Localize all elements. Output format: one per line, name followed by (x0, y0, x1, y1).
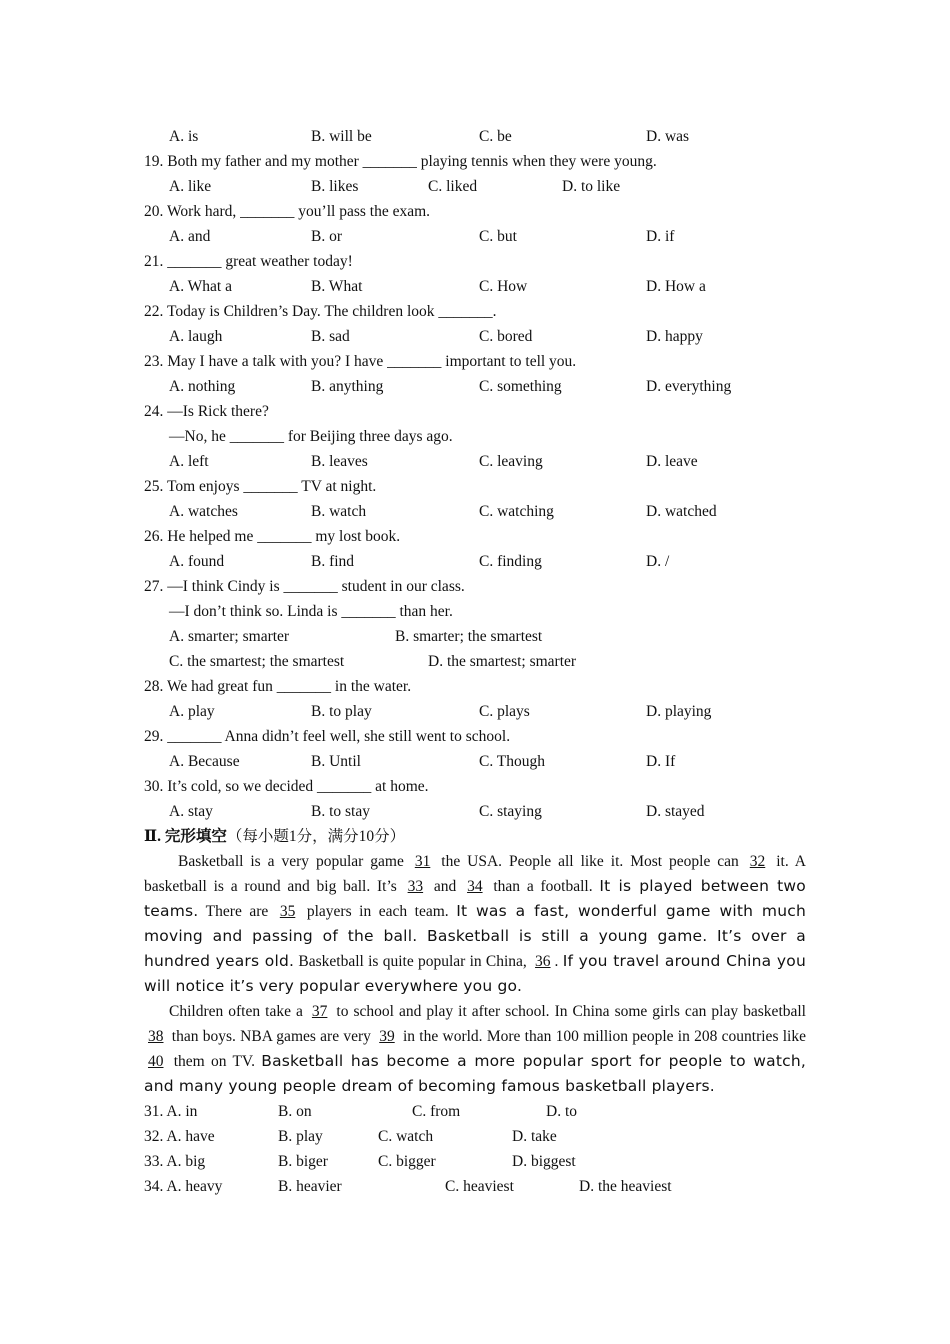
option-a: A. found (169, 553, 225, 570)
option-a: A. What a (169, 278, 232, 295)
question-options (144, 624, 806, 649)
passage-paragraph-1 (144, 849, 806, 999)
question-options (144, 224, 806, 249)
blank-37: 37 (311, 1003, 328, 1020)
option-a: 32. A. have (144, 1128, 215, 1145)
question-options (144, 374, 806, 399)
question-options (144, 449, 806, 474)
option-a: 31. A. in (144, 1103, 198, 1120)
option-c: C. finding (479, 553, 542, 570)
question-stem: 21. _______ great weather today! (144, 253, 353, 270)
blank-32: 32 (749, 853, 766, 870)
question-stem: 22. Today is Children’s Day. The children look _______. (144, 303, 497, 320)
passage-text: and (427, 878, 464, 895)
passage-text: There are (198, 903, 276, 920)
option-a: A. and (169, 228, 211, 245)
option-b: B. watch (311, 503, 367, 520)
passage-text-sans: If you travel around China you will notice it’s very popular everywhere you go. (144, 952, 806, 995)
blank-33: 33 (407, 878, 424, 895)
option-c: C. Though (479, 753, 546, 770)
option-d: D. if (646, 228, 675, 245)
question-stem: 28. We had great fun _______ in the water. (144, 678, 412, 695)
blank-40: 40 (148, 1053, 164, 1070)
option-a: A. stay (169, 803, 213, 820)
option-d: D. leave (646, 453, 698, 470)
option-d: D. How a (646, 278, 706, 295)
passage-text-sans: It was a fast, wonderful game with much moving and passing of the ball. Basketball is still a young game. It’s over a hundred years old. (144, 902, 806, 970)
blank-38: 38 (148, 1028, 164, 1045)
option-c: C. be (479, 128, 512, 145)
option-b: B. to stay (311, 803, 370, 820)
blank-36: 36 (535, 953, 551, 970)
option-d: D. happy (646, 328, 703, 345)
option-c: C. watch (378, 1128, 434, 1145)
question-options (144, 324, 806, 349)
question-stem-reply: —I don’t think so. Linda is _______ than her. (169, 603, 453, 620)
blank-39: 39 (379, 1028, 395, 1045)
passage-text: than boys. NBA games are very (167, 1028, 376, 1045)
option-c: C. plays (479, 703, 530, 720)
option-c: C. something (479, 378, 562, 395)
question-stem: 29. _______ Anna didn’t feel well, she still went to school. (144, 728, 511, 745)
option-c: C. liked (428, 178, 478, 195)
option-b: B. biger (278, 1153, 328, 1170)
question-options (144, 499, 806, 524)
option-d: D. everything (646, 378, 732, 395)
option-c: C. staying (479, 803, 542, 820)
option-a: A. laugh (169, 328, 223, 345)
passage-text: the USA. People all like it. Most people can (434, 853, 746, 870)
question-stem-reply: —No, he _______ for Beijing three days ago. (169, 428, 453, 445)
blank-35: 35 (279, 903, 296, 920)
passage-text: it. A basketball is a round and big ball. It’s (144, 853, 806, 895)
question-options (144, 649, 806, 674)
option-b: B. leaves (311, 453, 368, 470)
passage-text: Basketball is quite popular in China, (294, 953, 532, 970)
option-b: B. will be (311, 128, 372, 145)
question-stem: 19. Both my father and my mother _______ playing tennis when they were young. (144, 153, 657, 170)
option-a: A. left (169, 453, 209, 470)
option-c: C. leaving (479, 453, 543, 470)
passage-text: Basketball is a very popular game (178, 853, 411, 870)
passage-text-sans: It is played between two teams. (144, 877, 806, 920)
option-d: D. the smartest; smarter (428, 653, 577, 670)
option-b: B. or (311, 228, 342, 245)
passage-text: players in each team. (299, 903, 457, 920)
option-a: A. is (169, 128, 199, 145)
section-heading (144, 824, 806, 849)
option-d: D. stayed (646, 803, 705, 820)
passage-text: Children often take a (169, 1003, 308, 1020)
option-a: A. play (169, 703, 215, 720)
option-b: B. What (311, 278, 363, 295)
option-b: B. on (278, 1103, 312, 1120)
question-stem: 27. —I think Cindy is _______ student in our class. (144, 578, 465, 595)
question-options (144, 749, 806, 774)
question-stem: 23. May I have a talk with you? I have _______ important to tell you. (144, 353, 577, 370)
section-title: Ⅱ. 完形填空 (144, 828, 227, 845)
exam-page (144, 124, 806, 1199)
question-options (144, 699, 806, 724)
option-d: D. / (646, 553, 670, 570)
question-stem: 25. Tom enjoys _______ TV at night. (144, 478, 377, 495)
question-stem: 26. He helped me _______ my lost book. (144, 528, 401, 545)
question-options (144, 799, 806, 824)
blank-31: 31 (414, 853, 431, 870)
option-b: B. play (278, 1128, 323, 1145)
option-b: B. heavier (278, 1178, 342, 1195)
option-c: C. bored (479, 328, 533, 345)
option-d: D. to (546, 1103, 577, 1120)
option-c: C. the smartest; the smartest (169, 653, 345, 670)
option-a: A. Because (169, 753, 240, 770)
option-d: D. the heaviest (579, 1178, 672, 1195)
question-options (144, 174, 806, 199)
passage-text-sans: Basketball has become a more popular sport for people to watch, and many young people dream of becoming famous basketball players. (144, 1052, 806, 1095)
passage-text: . (554, 953, 563, 970)
option-c: C. bigger (378, 1153, 436, 1170)
option-b: B. find (311, 553, 355, 570)
cloze-options-32 (144, 1124, 806, 1149)
passage-paragraph-2 (144, 999, 806, 1099)
option-d: D. watched (646, 503, 717, 520)
option-b: B. anything (311, 378, 384, 395)
option-d: D. If (646, 753, 676, 770)
option-a: A. watches (169, 503, 238, 520)
blank-34: 34 (467, 878, 483, 895)
option-c: C. heaviest (445, 1178, 514, 1195)
option-d: D. biggest (512, 1153, 576, 1170)
option-b: B. smarter; the smartest (395, 628, 543, 645)
option-d: D. take (512, 1128, 557, 1145)
passage-text: to school and play it after school. In China some girls can play basketball (331, 1003, 806, 1020)
option-b: B. sad (311, 328, 350, 345)
option-c: C. but (479, 228, 517, 245)
option-b: B. likes (311, 178, 359, 195)
cloze-options-34 (144, 1174, 806, 1199)
section-note: （每小题1分，满分10分） (226, 828, 406, 845)
question-stem: 30. It’s cold, so we decided _______ at home. (144, 778, 429, 795)
option-d: D. to like (562, 178, 621, 195)
passage-text: them on TV. (167, 1053, 262, 1070)
option-a: A. nothing (169, 378, 236, 395)
cloze-options-33 (144, 1149, 806, 1174)
question-stem: 20. Work hard, _______ you’ll pass the exam. (144, 203, 431, 220)
option-b: B. Until (311, 753, 361, 770)
option-c: C. from (412, 1103, 461, 1120)
option-a: 34. A. heavy (144, 1178, 223, 1195)
option-c: C. watching (479, 503, 554, 520)
q18-options (144, 124, 806, 149)
option-d: D. playing (646, 703, 712, 720)
passage-text: in the world. More than 100 million people in 208 countries like (398, 1028, 806, 1045)
option-a: A. like (169, 178, 212, 195)
cloze-options-31 (144, 1099, 806, 1124)
option-a: 33. A. big (144, 1153, 206, 1170)
option-d: D. was (646, 128, 690, 145)
question-options (144, 549, 806, 574)
option-b: B. to play (311, 703, 372, 720)
question-options (144, 274, 806, 299)
question-stem: 24. —Is Rick there? (144, 403, 269, 420)
option-c: C. How (479, 278, 528, 295)
option-a: A. smarter; smarter (169, 628, 290, 645)
passage-text: than a football. (486, 878, 600, 895)
